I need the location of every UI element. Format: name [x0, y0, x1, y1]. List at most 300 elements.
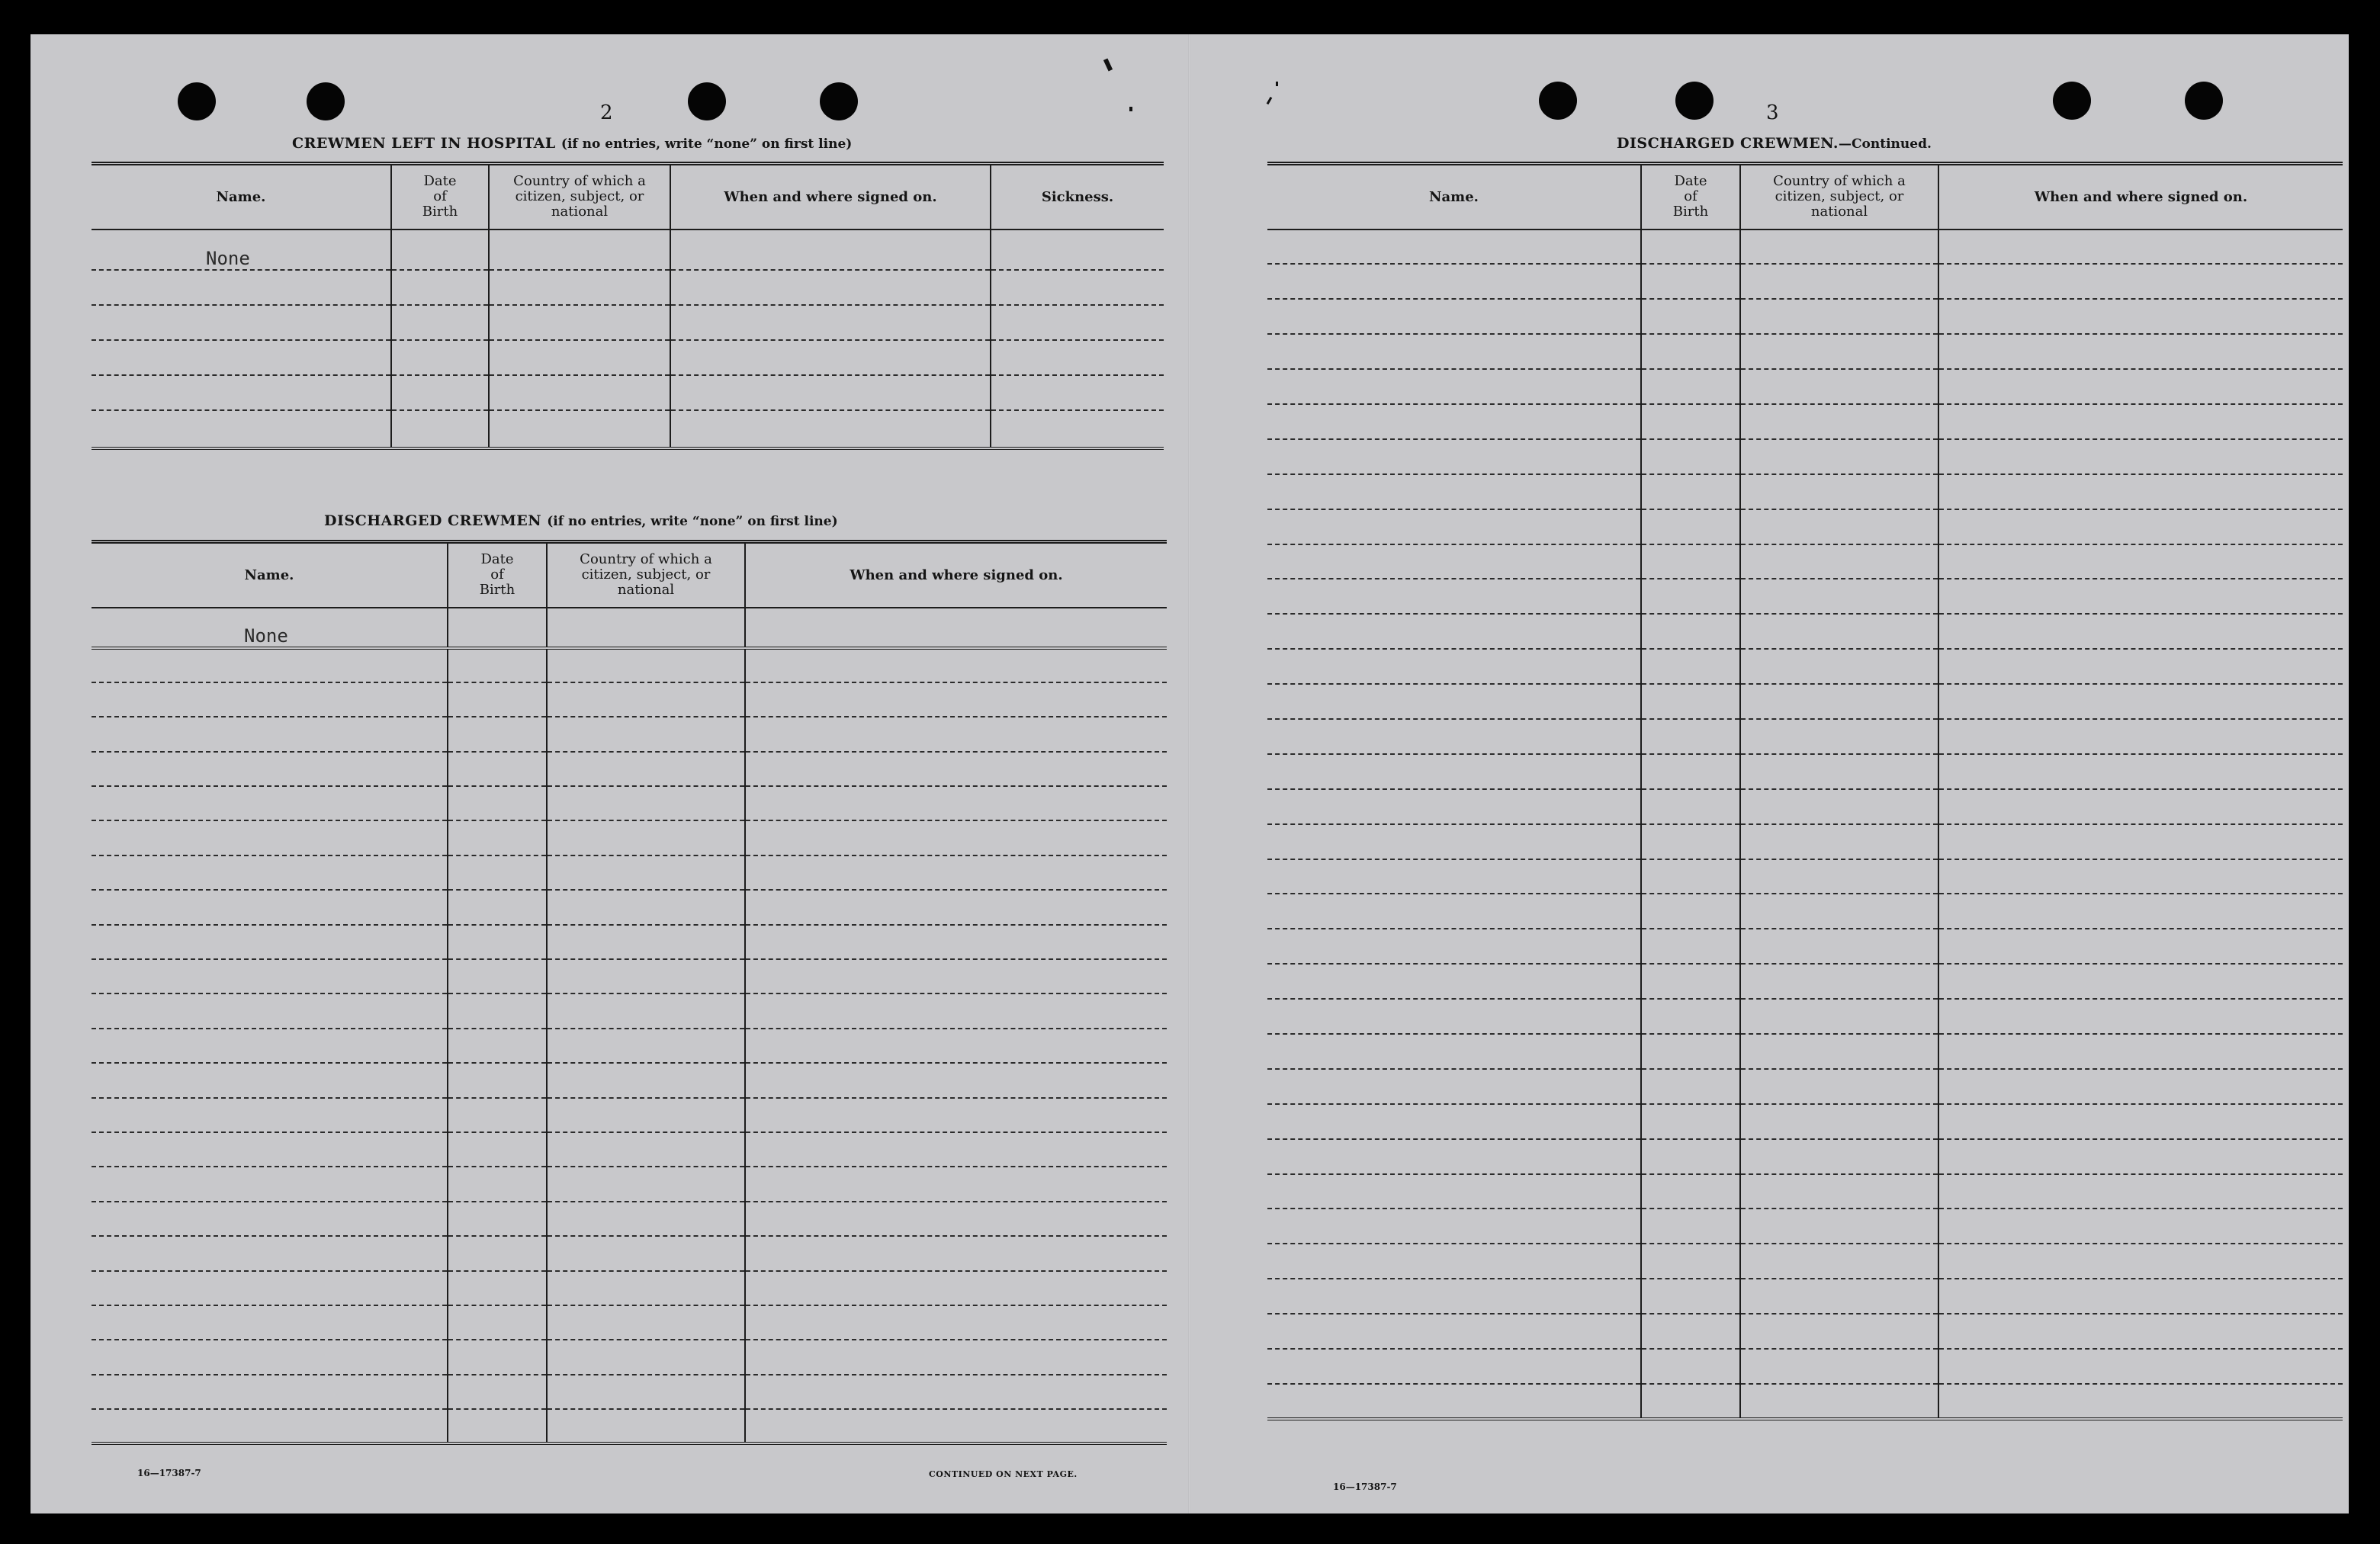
- entry-cell[interactable]: [745, 1271, 1167, 1305]
- entry-cell[interactable]: [1267, 1104, 1641, 1139]
- entry-cell[interactable]: [547, 752, 745, 786]
- entry-cell[interactable]: [547, 925, 745, 959]
- entry-cell[interactable]: [92, 1375, 448, 1409]
- entry-cell[interactable]: [1740, 649, 1938, 684]
- entry-cell[interactable]: [745, 648, 1167, 682]
- entry-cell[interactable]: [1938, 754, 2343, 789]
- table-row: [92, 752, 1167, 786]
- entry-cell[interactable]: [92, 752, 448, 786]
- entry-cell[interactable]: [1641, 1069, 1740, 1104]
- entry-cell[interactable]: [448, 1236, 547, 1270]
- entry-cell[interactable]: [1641, 1314, 1740, 1349]
- entry-signed[interactable]: [670, 230, 991, 270]
- entry-cell[interactable]: [92, 890, 448, 924]
- table-row: [92, 1098, 1167, 1132]
- entry-cell[interactable]: [1938, 1174, 2343, 1209]
- entry-cell[interactable]: [1641, 1209, 1740, 1244]
- entry-cell[interactable]: [1740, 999, 1938, 1034]
- entry-cell[interactable]: [448, 648, 547, 682]
- entry-cell[interactable]: [547, 1132, 745, 1167]
- entry-cell[interactable]: [448, 890, 547, 924]
- entry-cell[interactable]: [745, 1098, 1167, 1132]
- entry-cell[interactable]: [1938, 230, 2343, 265]
- entry-cell[interactable]: [1740, 684, 1938, 719]
- entry-cell[interactable]: [1740, 474, 1938, 509]
- entry-cell[interactable]: [1740, 1069, 1938, 1104]
- entry-cell[interactable]: [1938, 509, 2343, 544]
- entry-cell[interactable]: [745, 993, 1167, 1028]
- entry-cell[interactable]: [448, 820, 547, 855]
- entry-cell[interactable]: [1938, 824, 2343, 859]
- entry-cell[interactable]: [1938, 1069, 2343, 1104]
- entry-cell[interactable]: [1267, 754, 1641, 789]
- entry-cell[interactable]: [1641, 1104, 1740, 1139]
- column-header-name: Name.: [92, 542, 448, 608]
- entry-cell[interactable]: [1938, 264, 2343, 299]
- entry-cell[interactable]: [92, 717, 448, 751]
- entry-cell[interactable]: [547, 959, 745, 993]
- entry-cell[interactable]: [1740, 1209, 1938, 1244]
- table-row: [1267, 754, 2343, 789]
- entry-cell[interactable]: [1267, 1174, 1641, 1209]
- entry-cell[interactable]: [547, 890, 745, 924]
- entry-cell[interactable]: [1267, 614, 1641, 649]
- punch-hole-icon: [2053, 82, 2091, 120]
- punch-hole-icon: [1539, 82, 1577, 120]
- entry-cell[interactable]: [1267, 1244, 1641, 1279]
- entry-cell[interactable]: [92, 820, 448, 855]
- entry-cell[interactable]: [547, 993, 745, 1028]
- entry-cell[interactable]: [1938, 439, 2343, 474]
- entry-cell[interactable]: [92, 1340, 448, 1374]
- page-number: 2: [600, 101, 613, 124]
- entry-cell[interactable]: [448, 855, 547, 890]
- entry-cell[interactable]: [448, 1029, 547, 1063]
- table-row: [1267, 1349, 2343, 1384]
- entry-cell[interactable]: [448, 993, 547, 1028]
- entry-cell[interactable]: [547, 786, 745, 820]
- entry-cell[interactable]: [745, 752, 1167, 786]
- entry-cell[interactable]: [448, 1305, 547, 1340]
- entry-cell[interactable]: [745, 1340, 1167, 1374]
- entry-cell[interactable]: [1267, 334, 1641, 369]
- entry-cell[interactable]: [1740, 1244, 1938, 1279]
- entry-cell[interactable]: [1740, 299, 1938, 334]
- entry-cell[interactable]: [1938, 369, 2343, 404]
- entry-cell[interactable]: [1740, 929, 1938, 964]
- entry-cell[interactable]: [1267, 230, 1641, 265]
- entry-cell[interactable]: [547, 1340, 745, 1374]
- discharged-section-title: [324, 512, 838, 529]
- entry-cell[interactable]: [92, 1202, 448, 1236]
- entry-cell[interactable]: [1938, 299, 2343, 334]
- left-page: [31, 34, 1190, 1514]
- entry-cell[interactable]: [448, 1167, 547, 1201]
- entry-cell[interactable]: [1740, 1349, 1938, 1384]
- entry-cell[interactable]: [1740, 334, 1938, 369]
- entry-cell[interactable]: [745, 890, 1167, 924]
- entry-cell[interactable]: [1641, 509, 1740, 544]
- entry-cell[interactable]: [547, 1167, 745, 1201]
- entry-cell[interactable]: [1267, 544, 1641, 579]
- entry-cell[interactable]: [1740, 404, 1938, 439]
- entry-cell[interactable]: [92, 1098, 448, 1132]
- entry-country[interactable]: [547, 608, 745, 648]
- table-row: [1267, 264, 2343, 299]
- entry-cell[interactable]: [1267, 719, 1641, 754]
- entry-cell[interactable]: [1641, 894, 1740, 929]
- entry-cell[interactable]: [547, 855, 745, 890]
- entry-cell[interactable]: [1740, 1384, 1938, 1419]
- entry-cell[interactable]: [1740, 264, 1938, 299]
- entry-cell[interactable]: [1641, 824, 1740, 859]
- entry-cell[interactable]: [1938, 859, 2343, 894]
- column-header-country: Country of which a citizen, subject, or national: [547, 542, 745, 608]
- table-row: [92, 682, 1167, 717]
- entry-cell[interactable]: [1740, 754, 1938, 789]
- entry-cell[interactable]: [1641, 929, 1740, 964]
- entry-cell[interactable]: [1938, 999, 2343, 1034]
- entry-cell[interactable]: [745, 1202, 1167, 1236]
- entry-cell[interactable]: [448, 1202, 547, 1236]
- entry-cell[interactable]: [1267, 1314, 1641, 1349]
- entry-cell[interactable]: [1267, 1209, 1641, 1244]
- table-row: [92, 230, 1164, 270]
- table-row: [1267, 369, 2343, 404]
- form-sheet: [31, 34, 2349, 1514]
- entry-cell[interactable]: [1938, 1314, 2343, 1349]
- entry-cell[interactable]: [745, 1305, 1167, 1340]
- entry-cell[interactable]: [92, 1063, 448, 1097]
- entry-cell[interactable]: [1267, 649, 1641, 684]
- entry-cell[interactable]: [1938, 334, 2343, 369]
- column-header-signed-on: When and where signed on.: [1938, 164, 2343, 230]
- entry-cell[interactable]: [1267, 999, 1641, 1034]
- table-row: [92, 1409, 1167, 1443]
- continued-label: —Continued.: [1839, 136, 1932, 152]
- punch-hole-icon: [1675, 82, 1714, 120]
- entry-cell[interactable]: [745, 682, 1167, 717]
- entry-cell[interactable]: [1938, 404, 2343, 439]
- table-row: [1267, 509, 2343, 544]
- table-row: [1267, 474, 2343, 509]
- hospital-subtitle: (if no entries, write “none” on first line): [560, 136, 853, 152]
- entry-cell[interactable]: [1938, 719, 2343, 754]
- table-row: [1267, 824, 2343, 859]
- table-row: [1267, 1139, 2343, 1174]
- entry-cell[interactable]: [92, 993, 448, 1028]
- entry-cell[interactable]: [92, 1271, 448, 1305]
- punch-hole-icon: [307, 82, 345, 120]
- entry-cell[interactable]: [1938, 1034, 2343, 1069]
- entry-cell[interactable]: [1267, 369, 1641, 404]
- entry-cell[interactable]: [547, 1271, 745, 1305]
- entry-cell[interactable]: [1938, 1279, 2343, 1314]
- entry-cell[interactable]: [1938, 789, 2343, 824]
- entry-cell[interactable]: [745, 820, 1167, 855]
- table-row: [92, 1029, 1167, 1063]
- entry-cell[interactable]: [1641, 579, 1740, 614]
- entry-sickness[interactable]: [991, 230, 1164, 270]
- entry-cell[interactable]: [1938, 1139, 2343, 1174]
- entry-cell[interactable]: [92, 1236, 448, 1270]
- entry-cell[interactable]: [745, 959, 1167, 993]
- entry-cell[interactable]: [1740, 230, 1938, 265]
- entry-cell[interactable]: [1267, 1384, 1641, 1419]
- entry-cell[interactable]: [745, 855, 1167, 890]
- entry-cell[interactable]: [1641, 719, 1740, 754]
- entry-cell[interactable]: [745, 1063, 1167, 1097]
- entry-cell[interactable]: [1938, 964, 2343, 999]
- entry-cell[interactable]: [448, 786, 547, 820]
- entry-cell[interactable]: [1740, 544, 1938, 579]
- entry-cell[interactable]: [448, 959, 547, 993]
- entry-cell[interactable]: [1740, 719, 1938, 754]
- entry-cell[interactable]: [1267, 929, 1641, 964]
- entry-dob[interactable]: [391, 230, 489, 270]
- table-row: [1267, 579, 2343, 614]
- entry-cell[interactable]: [92, 1132, 448, 1167]
- entry-cell[interactable]: [745, 786, 1167, 820]
- hospital-table: [92, 162, 1164, 450]
- entry-cell[interactable]: [547, 1029, 745, 1063]
- entry-cell[interactable]: [92, 925, 448, 959]
- table-row: [92, 890, 1167, 924]
- discharged-continued-table: [1267, 162, 2343, 1420]
- entry-cell[interactable]: [92, 1409, 448, 1443]
- entry-cell[interactable]: [1267, 1349, 1641, 1384]
- entry-cell[interactable]: [745, 1375, 1167, 1409]
- entry-cell[interactable]: [1740, 439, 1938, 474]
- ink-mark: [1267, 97, 1273, 104]
- table-row: [92, 1063, 1167, 1097]
- entry-cell[interactable]: [1938, 1384, 2343, 1419]
- entry-cell[interactable]: [448, 752, 547, 786]
- entry-cell[interactable]: [1938, 1349, 2343, 1384]
- entry-cell[interactable]: [1267, 684, 1641, 719]
- entry-cell[interactable]: [1641, 1139, 1740, 1174]
- entry-cell[interactable]: [92, 682, 448, 717]
- entry-cell[interactable]: [92, 1167, 448, 1201]
- entry-cell[interactable]: [1267, 1034, 1641, 1069]
- punch-hole-icon: [2185, 82, 2223, 120]
- entry-cell[interactable]: [1267, 1069, 1641, 1104]
- table-row: [1267, 1174, 2343, 1209]
- entry-cell[interactable]: [547, 1375, 745, 1409]
- entry-cell[interactable]: [1938, 929, 2343, 964]
- entry-cell[interactable]: [1740, 859, 1938, 894]
- table-row: [1267, 719, 2343, 754]
- entry-cell[interactable]: [1740, 894, 1938, 929]
- entry-cell[interactable]: [1641, 1349, 1740, 1384]
- entry-cell[interactable]: [1740, 964, 1938, 999]
- form-number: 16—17387-7: [137, 1468, 201, 1478]
- table-row: [1267, 789, 2343, 824]
- entry-cell[interactable]: [547, 1409, 745, 1443]
- punch-hole-icon: [178, 82, 216, 120]
- entry-cell[interactable]: [1938, 1244, 2343, 1279]
- entry-cell[interactable]: [1641, 404, 1740, 439]
- entry-cell[interactable]: [547, 1202, 745, 1236]
- entry-cell[interactable]: [745, 1167, 1167, 1201]
- entry-cell[interactable]: [1938, 649, 2343, 684]
- entry-cell[interactable]: [745, 925, 1167, 959]
- entry-cell[interactable]: [448, 1271, 547, 1305]
- table-row: [1267, 1034, 2343, 1069]
- entry-cell[interactable]: [1267, 1139, 1641, 1174]
- entry-cell[interactable]: [547, 648, 745, 682]
- entry-cell[interactable]: [448, 717, 547, 751]
- entry-cell[interactable]: [1267, 299, 1641, 334]
- hospital-title: CREWMEN LEFT IN HOSPITAL: [292, 135, 556, 152]
- entry-cell[interactable]: [547, 1063, 745, 1097]
- entry-country[interactable]: [489, 230, 670, 270]
- entry-cell[interactable]: [1740, 509, 1938, 544]
- entry-name[interactable]: [92, 608, 448, 648]
- entry-cell[interactable]: [1641, 964, 1740, 999]
- entry-cell[interactable]: [1938, 684, 2343, 719]
- column-header-signed-on: When and where signed on.: [745, 542, 1167, 608]
- table-row: [92, 375, 1164, 410]
- entry-cell[interactable]: [745, 1409, 1167, 1443]
- entry-cell[interactable]: [1740, 1034, 1938, 1069]
- entry-cell[interactable]: [745, 1236, 1167, 1270]
- entry-cell[interactable]: [1740, 1174, 1938, 1209]
- entry-cell[interactable]: [1938, 614, 2343, 649]
- entry-cell[interactable]: [92, 648, 448, 682]
- column-header-signed-on: When and where signed on.: [670, 164, 991, 230]
- entry-cell[interactable]: [1740, 1314, 1938, 1349]
- entry-cell[interactable]: [1641, 369, 1740, 404]
- entry-cell[interactable]: [1641, 1279, 1740, 1314]
- table-row: [92, 1305, 1167, 1340]
- entry-cell[interactable]: [745, 1132, 1167, 1167]
- entry-cell[interactable]: [1641, 1174, 1740, 1209]
- entry-cell[interactable]: [547, 820, 745, 855]
- entry-cell[interactable]: [1740, 614, 1938, 649]
- entry-cell[interactable]: [1267, 404, 1641, 439]
- entry-cell[interactable]: [1740, 1139, 1938, 1174]
- right-page: [1190, 34, 2349, 1514]
- entry-cell[interactable]: [448, 1098, 547, 1132]
- entry-cell[interactable]: [1641, 264, 1740, 299]
- entry-cell[interactable]: [1641, 1244, 1740, 1279]
- table-row: [92, 717, 1167, 751]
- entry-cell[interactable]: [1267, 824, 1641, 859]
- entry-cell[interactable]: [1938, 474, 2343, 509]
- entry-signed[interactable]: [745, 608, 1167, 648]
- entry-cell[interactable]: [1740, 1104, 1938, 1139]
- table-row: [92, 1202, 1167, 1236]
- entry-cell[interactable]: [1938, 894, 2343, 929]
- entry-dob[interactable]: [448, 608, 547, 648]
- table-row: [92, 1271, 1167, 1305]
- entry-cell[interactable]: [1267, 789, 1641, 824]
- punch-hole-icon: [820, 82, 858, 120]
- entry-cell[interactable]: [92, 786, 448, 820]
- entry-cell[interactable]: [1267, 439, 1641, 474]
- entry-cell[interactable]: [1267, 579, 1641, 614]
- entry-cell[interactable]: [1740, 1279, 1938, 1314]
- entry-cell[interactable]: [1267, 509, 1641, 544]
- entry-cell[interactable]: [547, 682, 745, 717]
- entry-cell[interactable]: [448, 1063, 547, 1097]
- table-row: [92, 959, 1167, 993]
- entry-cell[interactable]: [92, 1029, 448, 1063]
- entry-cell[interactable]: [1938, 579, 2343, 614]
- entry-cell[interactable]: [1641, 614, 1740, 649]
- entry-cell[interactable]: [92, 1305, 448, 1340]
- entry-cell[interactable]: [547, 1236, 745, 1270]
- entry-cell[interactable]: [547, 1305, 745, 1340]
- entry-cell[interactable]: [1641, 439, 1740, 474]
- entry-cell[interactable]: [92, 959, 448, 993]
- entry-cell[interactable]: [1641, 1384, 1740, 1419]
- hospital-section-title: [292, 135, 852, 152]
- entry-cell[interactable]: [1740, 789, 1938, 824]
- entry-cell[interactable]: [1938, 1104, 2343, 1139]
- entry-cell[interactable]: [1267, 1279, 1641, 1314]
- entry-cell[interactable]: [1267, 964, 1641, 999]
- entry-cell[interactable]: [1641, 544, 1740, 579]
- entry-cell[interactable]: [1641, 334, 1740, 369]
- entry-cell[interactable]: [1641, 859, 1740, 894]
- entry-cell[interactable]: [1641, 299, 1740, 334]
- entry-cell[interactable]: [1641, 1034, 1740, 1069]
- entry-cell[interactable]: [448, 682, 547, 717]
- entry-cell[interactable]: [1938, 1209, 2343, 1244]
- entry-cell[interactable]: [448, 1409, 547, 1443]
- entry-cell[interactable]: [448, 1132, 547, 1167]
- entry-cell[interactable]: [547, 1098, 745, 1132]
- entry-name[interactable]: [92, 230, 391, 270]
- entry-cell[interactable]: [547, 717, 745, 751]
- entry-cell[interactable]: [1938, 544, 2343, 579]
- entry-cell[interactable]: [1267, 474, 1641, 509]
- table-row: [92, 820, 1167, 855]
- entry-cell[interactable]: [1267, 859, 1641, 894]
- table-row: [1267, 1279, 2343, 1314]
- entry-cell[interactable]: [1641, 230, 1740, 265]
- entry-cell[interactable]: [1641, 474, 1740, 509]
- entry-cell[interactable]: [1641, 684, 1740, 719]
- table-row: [1267, 334, 2343, 369]
- table-row: [92, 925, 1167, 959]
- entry-cell[interactable]: [1740, 369, 1938, 404]
- entry-cell[interactable]: [745, 717, 1167, 751]
- entry-cell[interactable]: [1641, 649, 1740, 684]
- entry-cell[interactable]: [1267, 894, 1641, 929]
- table-row: [92, 1236, 1167, 1270]
- entry-cell[interactable]: [92, 855, 448, 890]
- entry-cell[interactable]: [1641, 999, 1740, 1034]
- column-header-date-of-birth: Date of Birth: [448, 542, 547, 608]
- entry-cell[interactable]: [745, 1029, 1167, 1063]
- column-header-name: Name.: [1267, 164, 1641, 230]
- entry-cell[interactable]: [448, 925, 547, 959]
- table-row: [92, 1167, 1167, 1201]
- entry-cell[interactable]: [1267, 264, 1641, 299]
- entry-cell[interactable]: [1740, 824, 1938, 859]
- column-header-date-of-birth: Date of Birth: [391, 164, 489, 230]
- entry-cell[interactable]: [448, 1340, 547, 1374]
- entry-cell[interactable]: [1740, 579, 1938, 614]
- punch-hole-icon: [688, 82, 726, 120]
- entry-cell[interactable]: [1641, 789, 1740, 824]
- entry-cell[interactable]: [1641, 754, 1740, 789]
- entry-cell[interactable]: [448, 1375, 547, 1409]
- table-row: [1267, 859, 2343, 894]
